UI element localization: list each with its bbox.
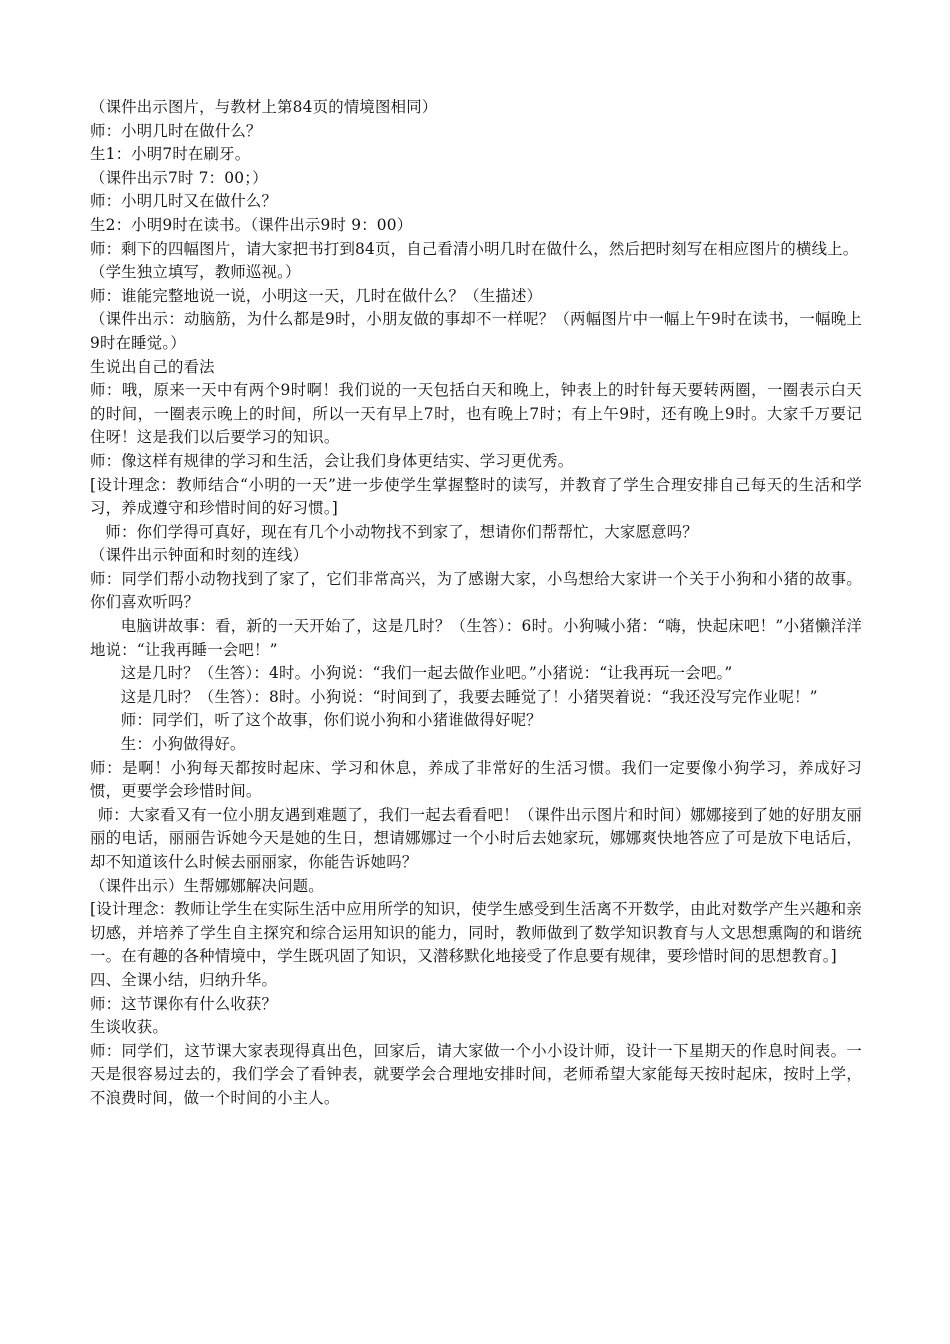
paragraph: [设计理念：教师让学生在实际生活中应用所学的知识，使学生感受到生活离不开数学，由此对数学产生兴趣和亲切感，并培养了学生自主探究和综合运用知识的能力，同时，教师做到了数学知识教育与人文思想熏陶的和谐统一。在有趣的各种情境中，学生既巩固了知识，又潜移默化地接受了作息要有规律，要珍惜时间的思想教育。] — [90, 900, 862, 966]
paragraph: 生谈收获。 — [90, 1018, 168, 1037]
paragraph: 师：是啊！小狗每天都按时起床、学习和休息，养成了非常好的生活习惯。我们一定要像小狗学习，养成好习惯，更要学会珍惜时间。 — [90, 758, 862, 801]
paragraph: 师：同学们，这节课大家表现得真出色，回家后，请大家做一个小小设计师，设计一下星期天的作息时间表。一天是很容易过去的，我们学会了看钟表，就要学会合理地安排时间，老师希望大家能每天按时起床，按时上学，不浪费时间，做一个时间的小主人。 — [90, 1041, 862, 1107]
paragraph: 这是几时？（生答）：8时。小狗说：“时间到了，我要去睡觉了！小猪哭着说：“我还没写完作业呢！” — [120, 687, 818, 706]
paragraph: 四、全课小结，归纳升华。 — [90, 970, 278, 989]
paragraph: 师：大家看又有一位小朋友遇到难题了，我们一起去看看吧！（课件出示图片和时间）娜娜接到了她的好朋友丽丽的电话，丽丽告诉她今天是她的生日，想请娜娜过一个小时后去她家玩，娜娜爽快地答应了可是放下电话后，却不知道该什么时候去丽丽家，你能告诉她吗？ — [90, 805, 862, 871]
paragraph: 师：谁能完整地说一说，小明这一天，几时在做什么？（生描述） — [90, 286, 543, 305]
paragraph: 这是几时？（生答）：4时。小狗说：“我们一起去做作业吧。”小猪说：“让我再玩一会吧。” — [120, 664, 733, 683]
paragraph: 生说出自己的看法 — [90, 357, 215, 376]
paragraph: （课件出示7时 7：00；） — [90, 168, 268, 187]
paragraph: 师：这节课你有什么收获？ — [90, 994, 278, 1013]
paragraph: 师：你们学得可真好，现在有几个小动物找不到家了，想请你们帮帮忙，大家愿意吗？ — [105, 522, 698, 541]
paragraph: （课件出示）生帮娜娜解决问题。 — [90, 876, 324, 895]
paragraph: 师：哦，原来一天中有两个9时啊！我们说的一天包括白天和晚上，钟表上的时针每天要转两圈，一圈表示白天的时间，一圈表示晚上的时间，所以一天有早上7时，也有晚上7时；有上午9时，还有晚上9时。大家千万要记住呀！这是我们以后要学习的知识。 — [90, 381, 862, 447]
paragraph: 生2：小明9时在读书。（课件出示9时 9：00） — [90, 215, 413, 234]
paragraph: （学生独立填写，教师巡视。） — [90, 263, 301, 282]
paragraph: 师：小明几时在做什么？ — [90, 121, 262, 140]
paragraph: 师：同学们帮小动物找到了家了，它们非常高兴，为了感谢大家，小鸟想给大家讲一个关于小狗和小猪的故事。你们喜欢听吗？ — [90, 569, 862, 612]
paragraph: 生1：小明7时在刷牙。 — [90, 145, 251, 164]
paragraph: 师：小明几时又在做什么？ — [90, 192, 278, 211]
document-page — [90, 96, 862, 1111]
paragraph: 电脑讲故事：看，新的一天开始了，这是几时？（生答）：6时。小狗喊小猪：“嗨，快起床吧！”小猪懒洋洋地说：“让我再睡一会吧！” — [90, 617, 862, 659]
paragraph: 师：同学们，听了这个故事，你们说小狗和小猪谁做得好呢？ — [120, 711, 542, 730]
paragraph: [设计理念：教师结合“小明的一天”进一步使学生掌握整时的读写，并教育了学生合理安排自己每天的生活和学习，养成遵守和珍惜时间的好习惯。] — [90, 475, 862, 518]
paragraph: （课件出示：动脑筋，为什么都是9时，小朋友做的事却不一样呢？（两幅图片中一幅上午9时在读书，一幅晚上9时在睡觉。） — [90, 310, 862, 352]
paragraph: 生：小狗做得好。 — [120, 735, 246, 754]
paragraph: （课件出示图片，与教材上第84页的情境图相同） — [90, 98, 438, 116]
paragraph: 师：剩下的四幅图片，请大家把书打到84页，自己看清小明几时在做什么，然后把时刻写在相应图片的横线上。 — [90, 239, 859, 258]
paragraph: 师：像这样有规律的学习和生活，会让我们身体更结实、学习更优秀。 — [90, 451, 574, 470]
paragraph: （课件出示钟面和时刻的连线） — [90, 546, 309, 565]
